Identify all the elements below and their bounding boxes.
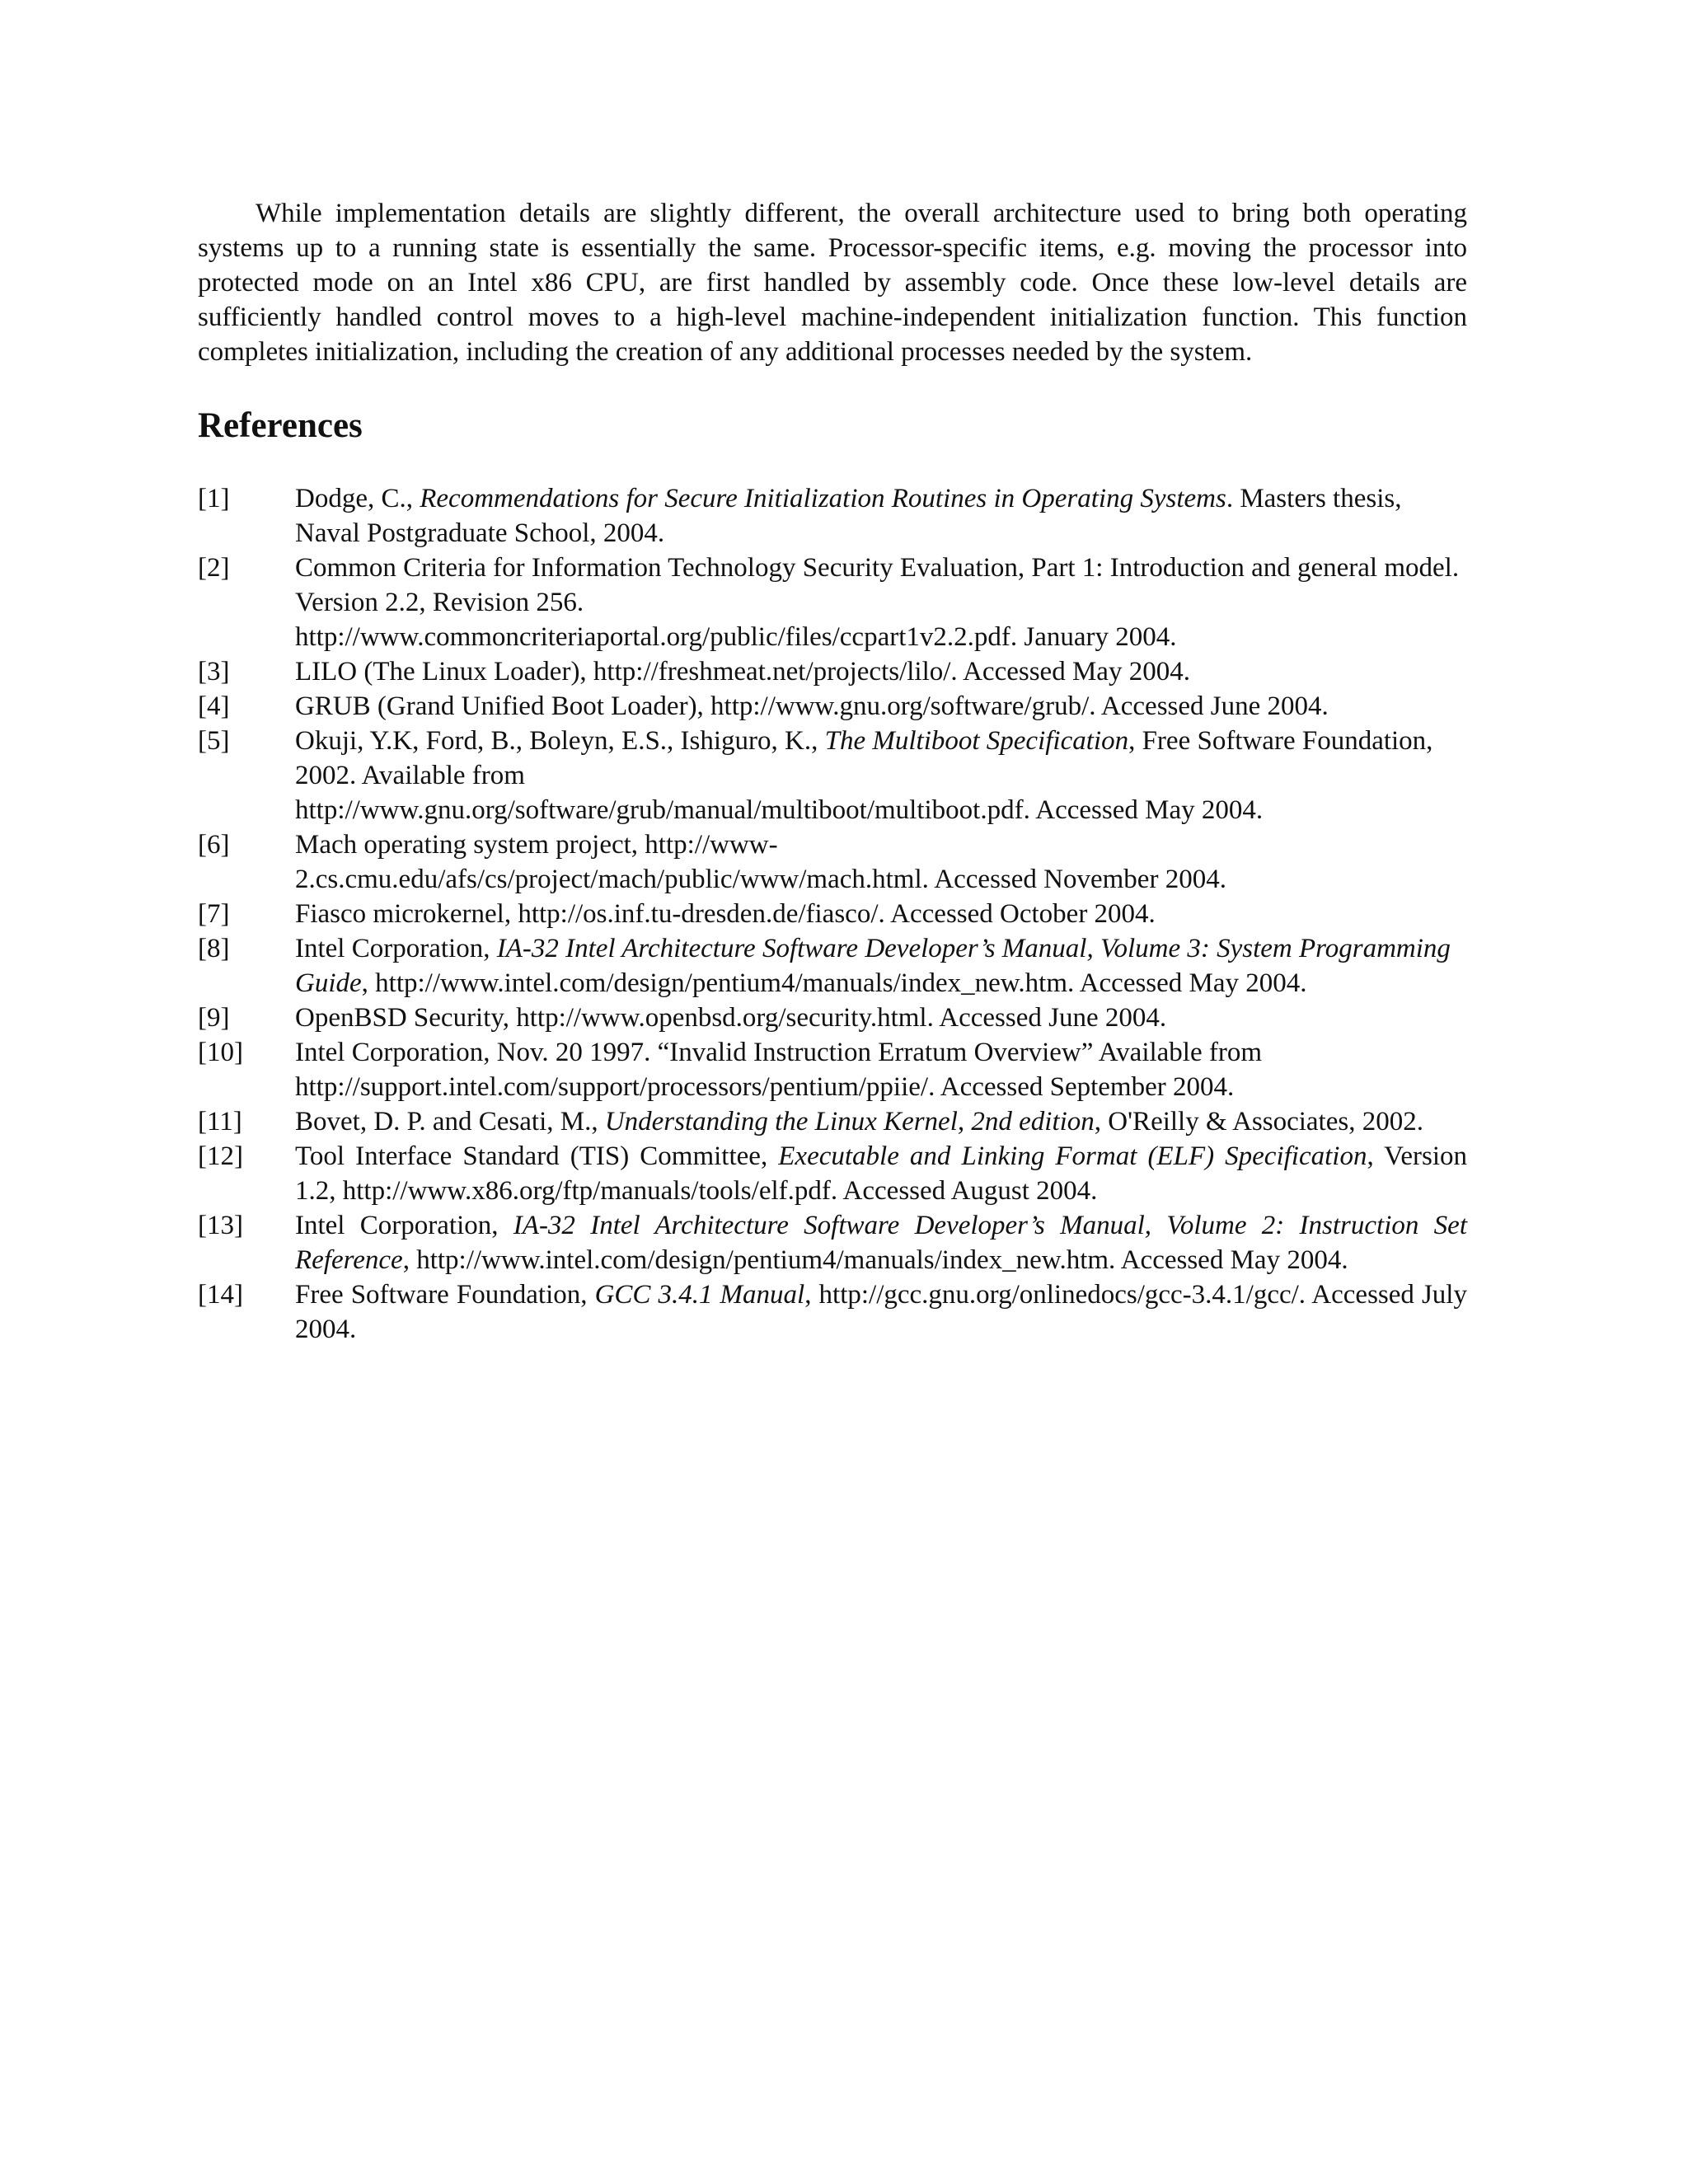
reference-title: Recommendations for Secure Initialization Routines in Operating Systems bbox=[420, 484, 1226, 513]
reference-text-tail: . Masters thesis, Naval Postgraduate School, 2004. bbox=[295, 484, 1402, 548]
reference-text: Tool Interface Standard (TIS) Committee, bbox=[295, 1141, 779, 1171]
reference-number: [1] bbox=[198, 484, 230, 513]
reference-item bbox=[198, 551, 1467, 654]
reference-text-tail: , Free Software Foundation, 2002. Available from bbox=[295, 726, 1433, 790]
reference-number: [11] bbox=[198, 1107, 242, 1137]
reference-title: IA-32 Intel Architecture Software Developer’s Manual, Volume 3: System Programming Guide bbox=[295, 934, 1451, 998]
reference-text: Common Criteria for Information Technology Security Evaluation, Part 1: Introduction and general model. Version 2.2, Revision 256. bbox=[295, 553, 1460, 617]
reference-text: Dodge, C., bbox=[295, 484, 420, 513]
reference-item bbox=[198, 1208, 1467, 1277]
reference-number: [12] bbox=[198, 1141, 243, 1171]
references-list bbox=[198, 481, 1467, 1347]
reference-number: [3] bbox=[198, 657, 230, 687]
reference-item bbox=[198, 724, 1467, 827]
page-body bbox=[198, 196, 1467, 1347]
reference-text: GRUB (Grand Unified Boot Loader), http://www.gnu.org/software/grub/. Accessed June 2004. bbox=[295, 691, 1329, 721]
reference-number: [2] bbox=[198, 553, 230, 583]
reference-text: OpenBSD Security, http://www.openbsd.org/security.html. Accessed June 2004. bbox=[295, 1003, 1167, 1033]
reference-text-tail: , http://www.intel.com/design/pentium4/manuals/index_new.htm. Accessed May 2004. bbox=[361, 968, 1307, 998]
reference-url: http://www.commoncriteriaportal.org/public/files/ccpart1v2.2.pdf. January 2004. bbox=[295, 622, 1177, 652]
intro-paragraph: While implementation details are slightly different, the overall architecture used to bring both operating systems up to a running state is essentially the same. Processor-specific items, e.g. moving the processor into protected mode on an Intel x86 CPU, are first handled by assembly code. Once these low-level details are sufficiently handled control moves to a high-level machine-independent initialization function. This function completes initialization, including the creation of any additional processes needed by the system. bbox=[198, 199, 1467, 367]
reference-text: Intel Corporation, bbox=[295, 934, 497, 963]
reference-text-tail: , http://www.intel.com/design/pentium4/manuals/index_new.htm. Accessed May 2004. bbox=[402, 1245, 1348, 1275]
reference-text: Free Software Foundation, bbox=[295, 1280, 595, 1310]
reference-title: GCC 3.4.1 Manual bbox=[594, 1280, 805, 1310]
reference-number: [10] bbox=[198, 1038, 243, 1067]
reference-url: http://www.gnu.org/software/grub/manual/multiboot/multiboot.pdf. Accessed May 2004. bbox=[295, 795, 1264, 825]
reference-text-tail: , http://gcc.gnu.org/onlinedocs/gcc-3.4.1/gcc/. Accessed July 2004. bbox=[295, 1280, 1467, 1344]
reference-item bbox=[198, 1139, 1467, 1208]
reference-item bbox=[198, 481, 1467, 551]
reference-title: Executable and Linking Format (ELF) Specification bbox=[778, 1141, 1367, 1171]
reference-number: [4] bbox=[198, 691, 230, 721]
reference-text: Mach operating system project, http://www- bbox=[295, 830, 778, 860]
reference-item bbox=[198, 931, 1467, 1001]
reference-text: LILO (The Linux Loader), http://freshmeat.net/projects/lilo/. Accessed May 2004. bbox=[295, 657, 1190, 687]
reference-item bbox=[198, 689, 1467, 724]
reference-number: [7] bbox=[198, 899, 230, 929]
reference-item bbox=[198, 1035, 1467, 1104]
reference-text: Intel Corporation, bbox=[295, 1211, 513, 1240]
reference-url: 2.cs.cmu.edu/afs/cs/project/mach/public/www/mach.html. Accessed November 2004. bbox=[295, 865, 1226, 894]
reference-url: http://support.intel.com/support/processors/pentium/ppiie/. Accessed September 2004. bbox=[295, 1072, 1235, 1102]
reference-item bbox=[198, 1104, 1467, 1139]
reference-text-tail: , O'Reilly & Associates, 2002. bbox=[1094, 1107, 1423, 1137]
reference-title: Understanding the Linux Kernel, 2nd edition bbox=[604, 1107, 1095, 1137]
reference-text: Fiasco microkernel, http://os.inf.tu-dresden.de/fiasco/. Accessed October 2004. bbox=[295, 899, 1156, 929]
reference-number: [8] bbox=[198, 934, 230, 963]
reference-text: Bovet, D. P. and Cesati, M., bbox=[295, 1107, 605, 1137]
reference-text: Intel Corporation, Nov. 20 1997. “Invalid Instruction Erratum Overview” Available from bbox=[295, 1038, 1263, 1067]
reference-number: [14] bbox=[198, 1280, 243, 1310]
reference-number: [13] bbox=[198, 1211, 243, 1240]
reference-item bbox=[198, 897, 1467, 931]
reference-number: [5] bbox=[198, 726, 230, 756]
reference-number: [9] bbox=[198, 1003, 230, 1033]
reference-title: IA-32 Intel Architecture Software Developer’s Manual, Volume 2: Instruction Set Reference bbox=[295, 1211, 1467, 1275]
references-heading: References bbox=[198, 406, 363, 445]
reference-text-tail: , Version 1.2, http://www.x86.org/ftp/manuals/tools/elf.pdf. Accessed August 2004. bbox=[295, 1141, 1467, 1206]
reference-item bbox=[198, 1001, 1467, 1035]
reference-title: The Multiboot Specification bbox=[824, 726, 1129, 756]
reference-item bbox=[198, 1277, 1467, 1347]
reference-item bbox=[198, 654, 1467, 689]
reference-text: Okuji, Y.K, Ford, B., Boleyn, E.S., Ishiguro, K., bbox=[295, 726, 825, 756]
reference-item bbox=[198, 827, 1467, 897]
reference-number: [6] bbox=[198, 830, 230, 860]
